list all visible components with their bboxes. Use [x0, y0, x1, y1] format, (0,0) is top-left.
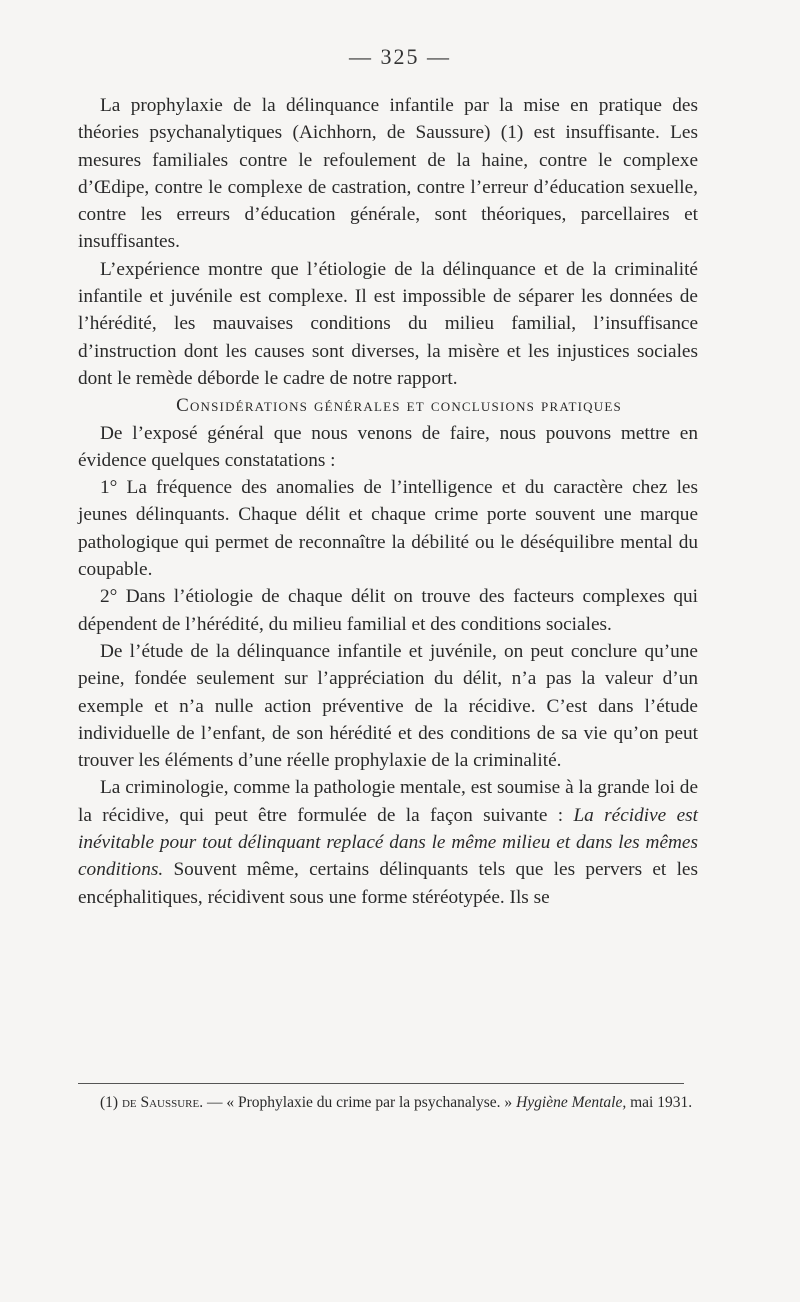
paragraph — [78, 774, 698, 910]
paragraph: 2° Dans l’étiologie de chaque délit on trouve des facteurs complexes qui dépendent de l’hérédité, du milieu familial et des conditions sociales. — [78, 586, 698, 635]
footnote-author: de Saussure. — [121, 1094, 204, 1111]
footnote-divider — [78, 1083, 684, 1084]
section-heading: Considérations générales et conclusions pratiques — [176, 395, 622, 417]
paragraph: La prophylaxie de la délinquance infantile par la mise en pratique des théories psychanalytiques (Aichhorn, de Saussure) (1) est insuffisante. Les mesures familiales contre le refoulement de la haine, contre le complexe d’Œdipe, contre le complexe de castration, contre l’erreur d’éducation sexuelle, contre les erreurs d’éducation générale, sont théoriques, parcellaires et insuffisantes. — [78, 95, 698, 253]
footnote — [78, 1092, 698, 1113]
italic-principle: La récidive est inévitable pour tout délinquant replacé dans le même milieu et dans les mêmes conditions. — [78, 804, 698, 881]
footnote-marker: (1) — [100, 1094, 119, 1111]
footnote-source: Hygiène Mentale, — [516, 1094, 627, 1111]
page-number: — 325 — — [349, 44, 451, 69]
paragraph-text: Souvent même, certains délinquants tels que les pervers et les encéphalitiques, récidivent sous une forme stéréotypée. Ils se — [78, 859, 698, 908]
paragraph: L’expérience montre que l’étiologie de la délinquance et de la criminalité infantile et juvénile est complexe. Il est impossible de séparer les données de l’hérédité, les mauvaises conditions du milieu familial, l’insuffisance d’instruction dont les causes sont diverses, la misère et les injustices sociales dont le remède déborde le cadre de notre rapport. — [78, 258, 698, 389]
footnote-date: mai 1931. — [630, 1094, 693, 1111]
footnote-title: — « Prophylaxie du crime par la psychanalyse. » — [207, 1094, 513, 1111]
main-text — [78, 92, 698, 911]
paragraph-text: La criminologie, comme la pathologie mentale, est soumise à la grande loi de la récidive, qui peut être formulée de la façon suivante : — [78, 777, 698, 826]
paragraph: De l’étude de la délinquance infantile et juvénile, on peut conclure qu’une peine, fondée seulement sur l’appréciation du délit, n’a pas la valeur d’un exemple et n’a nulle action préventive de la récidive. C’est dans l’étude individuelle de l’enfant, de son hérédité et des conditions de sa vie qu’on peut trouver les éléments d’une réelle prophylaxie de la criminalité. — [78, 640, 698, 772]
paragraph: 1° La fréquence des anomalies de l’intelligence et du caractère chez les jeunes délinquants. Chaque délit et chaque crime porte souvent une marque pathologique qui permet de reconnaître la débilité ou le déséquilibre mental du coupable. — [78, 477, 698, 581]
paragraph: De l’exposé général que nous venons de faire, nous pouvons mettre en évidence quelques constatations : — [78, 422, 698, 471]
